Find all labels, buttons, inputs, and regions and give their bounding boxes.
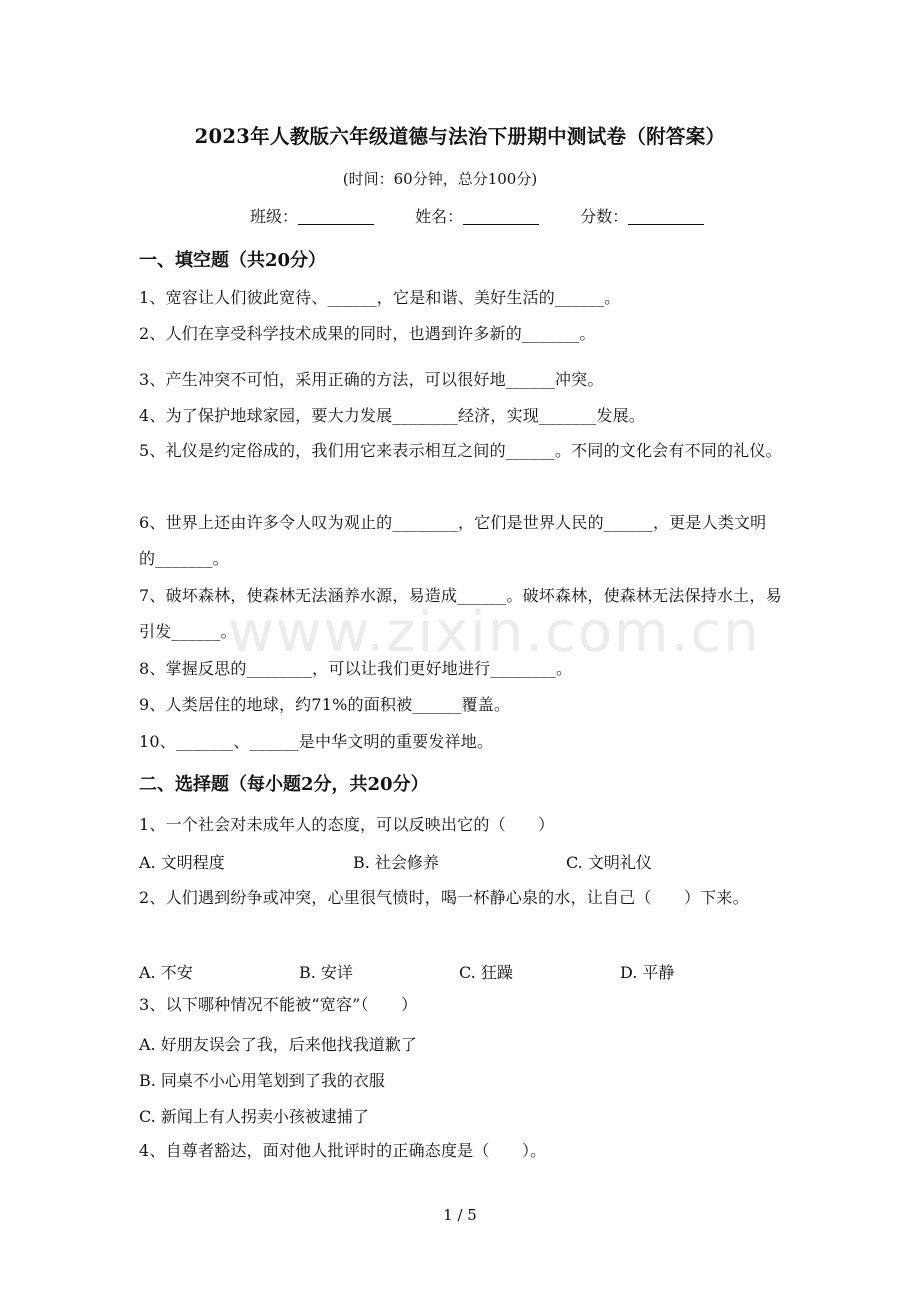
- class-field[interactable]: 班级：: [250, 204, 374, 227]
- question: 3、产生冲突不可怕，采用正确的方法，可以很好地______冲突。: [139, 370, 604, 389]
- name-field[interactable]: 姓名：: [415, 204, 539, 227]
- question: 7、破坏森林，使森林无法涵养水源，易造成______。破坏森林，使森林无法保持水土，易引发______。: [139, 586, 782, 641]
- option-b[interactable]: B. 安详: [299, 963, 353, 982]
- exam-time-info: (时间：60分钟，总分100分): [342, 170, 538, 188]
- question: 5、礼仪是约定俗成的，我们用它来表示相互之间的______。不同的文化会有不同的礼仪。: [139, 441, 782, 460]
- question: 10、_______、______是中华文明的重要发祥地。: [139, 732, 494, 751]
- page-title: 2023年人教版六年级道德与法治下册期中测试卷（附答案）: [194, 125, 726, 148]
- option-a[interactable]: A. 好朋友误会了我，后来他找我道歉了: [139, 1035, 417, 1054]
- option-d[interactable]: D. 平静: [620, 963, 675, 982]
- question: 1、一个社会对未成年人的态度，可以反映出它的（ ）: [139, 815, 555, 834]
- question: 4、为了保护地球家园，要大力发展________经济，实现_______发展。: [139, 406, 645, 425]
- score-field[interactable]: 分数：: [580, 204, 704, 227]
- option-c[interactable]: C. 文明礼仪: [566, 853, 652, 872]
- option-c[interactable]: C. 新闻上有人拐卖小孩被逮捕了: [139, 1107, 369, 1126]
- option-a[interactable]: A. 不安: [139, 963, 193, 982]
- question: 6、世界上还由许多令人叹为观止的________，它们是世界人民的______，更是人类文明的_______。: [139, 513, 767, 568]
- class-blank[interactable]: [298, 210, 374, 225]
- question: 2、人们在享受科学技术成果的同时，也遇到许多新的_______。: [139, 324, 596, 343]
- watermark: www.zixin.com.cn: [228, 600, 761, 665]
- option-b[interactable]: B. 社会修养: [353, 853, 439, 872]
- option-b[interactable]: B. 同桌不小心用笔划到了我的衣服: [139, 1071, 385, 1090]
- name-blank[interactable]: [463, 210, 539, 225]
- option-c[interactable]: C. 狂躁: [459, 963, 513, 982]
- question: 2、人们遇到纷争或冲突，心里很气愤时，喝一杯静心泉的水，让自己（ ）下来。: [139, 888, 749, 907]
- section-heading-fill-blank: 一、填空题（共20分）: [139, 250, 327, 271]
- page-number: 1 / 5: [443, 1206, 477, 1224]
- question: 3、以下哪种情况不能被“宽容”（ ）: [139, 995, 418, 1014]
- student-info-row: [250, 204, 740, 227]
- question: 8、掌握反思的________，可以让我们更好地进行________。: [139, 659, 573, 678]
- option-a[interactable]: A. 文明程度: [139, 853, 225, 872]
- score-blank[interactable]: [628, 210, 704, 225]
- question: 9、人类居住的地球，约71%的面积被______覆盖。: [139, 695, 511, 714]
- section-heading-choice: 二、选择题（每小题2分，共20分）: [139, 774, 429, 795]
- question: 1、宽容让人们彼此宽待、______，它是和谐、美好生活的______。: [139, 288, 621, 307]
- question: 4、自尊者豁达，面对他人批评时的正确态度是（ ）。: [139, 1141, 547, 1160]
